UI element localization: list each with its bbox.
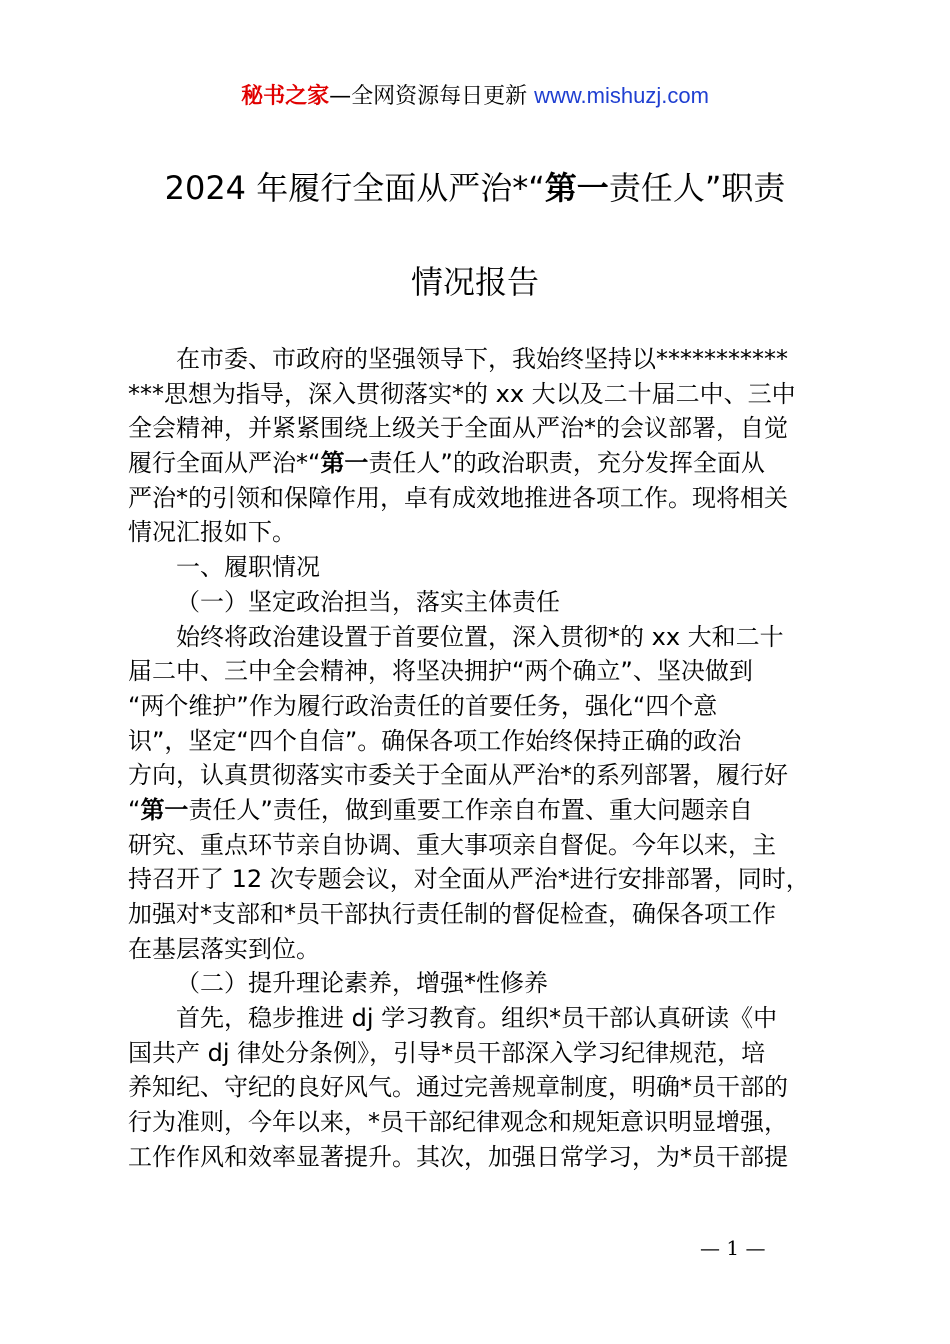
paragraph-line: 届二中、三中全会精神，将坚决拥护“两个确立”、坚决做到 [128, 657, 753, 686]
paragraph-line: 工作作风和效率显著提升。其次，加强日常学习，为*员干部提 [128, 1142, 788, 1171]
text-run: “ [128, 795, 141, 824]
site-header [0, 80, 950, 113]
paragraph-line: 持召开了 12 次专题会议，对全面从严治*进行安排部署，同时， [128, 865, 810, 894]
paragraph-line: 行为准则，今年以来，*员干部纪律观念和规矩意识明显增强， [128, 1108, 788, 1137]
bold-text-run: 第一 [140, 795, 189, 824]
text-run: 责任人”的政治职责，充分发挥全面从 [368, 449, 765, 478]
paragraph-line: 养知纪、守纪的良好风气。通过完善规章制度，明确*员干部的 [128, 1073, 788, 1102]
brand-name: 秘书之家 [241, 84, 330, 109]
paragraph-line: 国共产 dj 律处分条例》，引导*员干部深入学习纪律规范，培 [128, 1038, 766, 1067]
bold-text-run: 第一 [320, 449, 369, 478]
paragraph-line: 始终将政治建设置于首要位置，深入贯彻*的 xx 大和二十 [176, 622, 784, 651]
paragraph-line [128, 446, 848, 481]
paragraph-line: 首先，稳步推进 dj 学习教育。组织*员干部认真研读《中 [176, 1004, 778, 1033]
paragraph-line: 研究、重点环节亲自协调、重大事项亲自督促。今年以来，主 [128, 830, 776, 859]
page-number: — 1 — [700, 1236, 766, 1260]
paragraph-line: 情况汇报如下。 [128, 518, 296, 547]
text-run: 履行全面从严治*“ [128, 449, 321, 478]
paragraph-line: 加强对*支部和*员干部执行责任制的督促检查，确保各项工作 [128, 900, 776, 928]
paragraph-line [128, 793, 848, 828]
paragraph-line: 严治*的引领和保障作用，卓有成效地推进各项工作。现将相关 [128, 483, 788, 512]
document-title-line2: 情况报告 [410, 263, 539, 301]
title-part: 责任人”职责 [608, 169, 786, 207]
paragraph-line: 全会精神，并紧紧围绕上级关于全面从严治*的会议部署，自觉 [128, 414, 788, 443]
subsection-heading: （二）提升理论素养，增强*性修养 [176, 969, 548, 998]
paragraph-line: 在基层落实到位。 [128, 934, 320, 963]
title-part: 2024 年履行全面从严治*“ [164, 169, 545, 207]
subsection-heading: （一）坚定政治担当，落实主体责任 [176, 587, 560, 616]
document-title-line1 [0, 163, 950, 209]
paragraph-line: 方向，认真贯彻落实市委关于全面从严治*的系列部署，履行好 [128, 761, 788, 790]
title-bold-part: 第一 [544, 169, 609, 207]
site-url-link[interactable]: www.mishuzj.com [534, 83, 709, 108]
document-body [128, 342, 848, 1175]
header-tagline: —全网资源每日更新 [329, 84, 535, 109]
paragraph-line: ***思想为指导，深入贯彻落实*的 xx 大以及二十届二中、三中 [128, 379, 796, 408]
section-heading: 一、履职情况 [176, 553, 320, 582]
text-run: 责任人”责任，做到重要工作亲自布置、重大问题亲自 [188, 795, 753, 824]
paragraph-line: 识”，坚定“四个自信”。确保各项工作始终保持正确的政治 [128, 726, 742, 755]
paragraph-line: 在市委、市政府的坚强领导下，我始终坚持以*********** [176, 345, 788, 373]
paragraph-line: “两个维护”作为履行政治责任的首要任务，强化“四个意 [128, 691, 718, 720]
